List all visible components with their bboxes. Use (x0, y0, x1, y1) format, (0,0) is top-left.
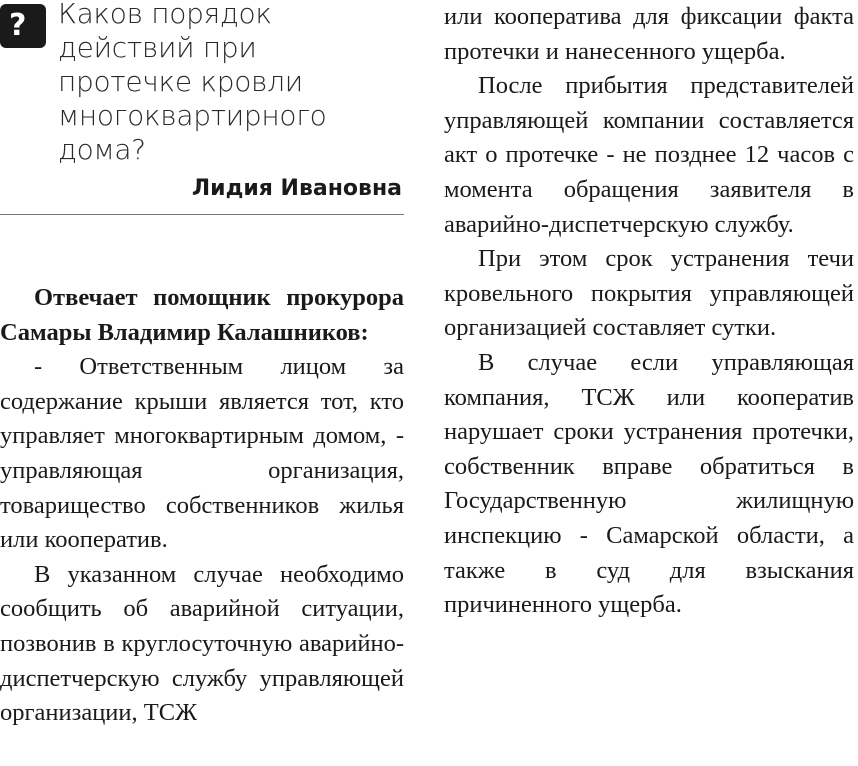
answer-lead: Отвечает помощник прокурора Самары Владимир Калашников: (0, 284, 404, 346)
answer-text-left (0, 281, 404, 731)
paragraph: - Ответственным лицом за содержание крыши является тот, кто управляет многоквартирным домом, - управляющая организация, товарищество собственников жилья или кооператив. (0, 353, 404, 554)
paragraph-continued: или кооператива для фиксации факта протечки и нанесенного ущерба. (444, 3, 854, 65)
question-mark-icon: ? (0, 4, 46, 48)
paragraph: В случае если управляющая компания, ТСЖ или кооператив нарушает сроки устранения протечки, собственник вправе обратиться в Государственную жилищную инспекцию - Самарской области, а также в суд для взыскания причиненного ущерба. (444, 348, 854, 619)
question-author: Лидия Ивановна (191, 176, 402, 201)
right-column (444, 0, 854, 623)
paragraph: В указанном случае необходимо сообщить об аварийной ситуации, позвонив в круглосуточную аварийно-диспетчерскую службу управляющей организации, ТСЖ (0, 560, 404, 727)
question-box (0, 0, 404, 215)
left-column (0, 0, 404, 731)
paragraph: При этом срок устранения течи кровельного покрытия управляющей организацией составляет сутки. (444, 245, 854, 342)
question-text: Каков порядок действий при протечке кровли многоквартирного дома? (58, 0, 327, 166)
answer-text-right (444, 0, 854, 623)
paragraph: После прибытия представителей управляющей компании составляется акт о протечке - не позднее 12 часов с момента обращения заявителя в аварийно-диспетчерскую службу. (444, 72, 854, 238)
